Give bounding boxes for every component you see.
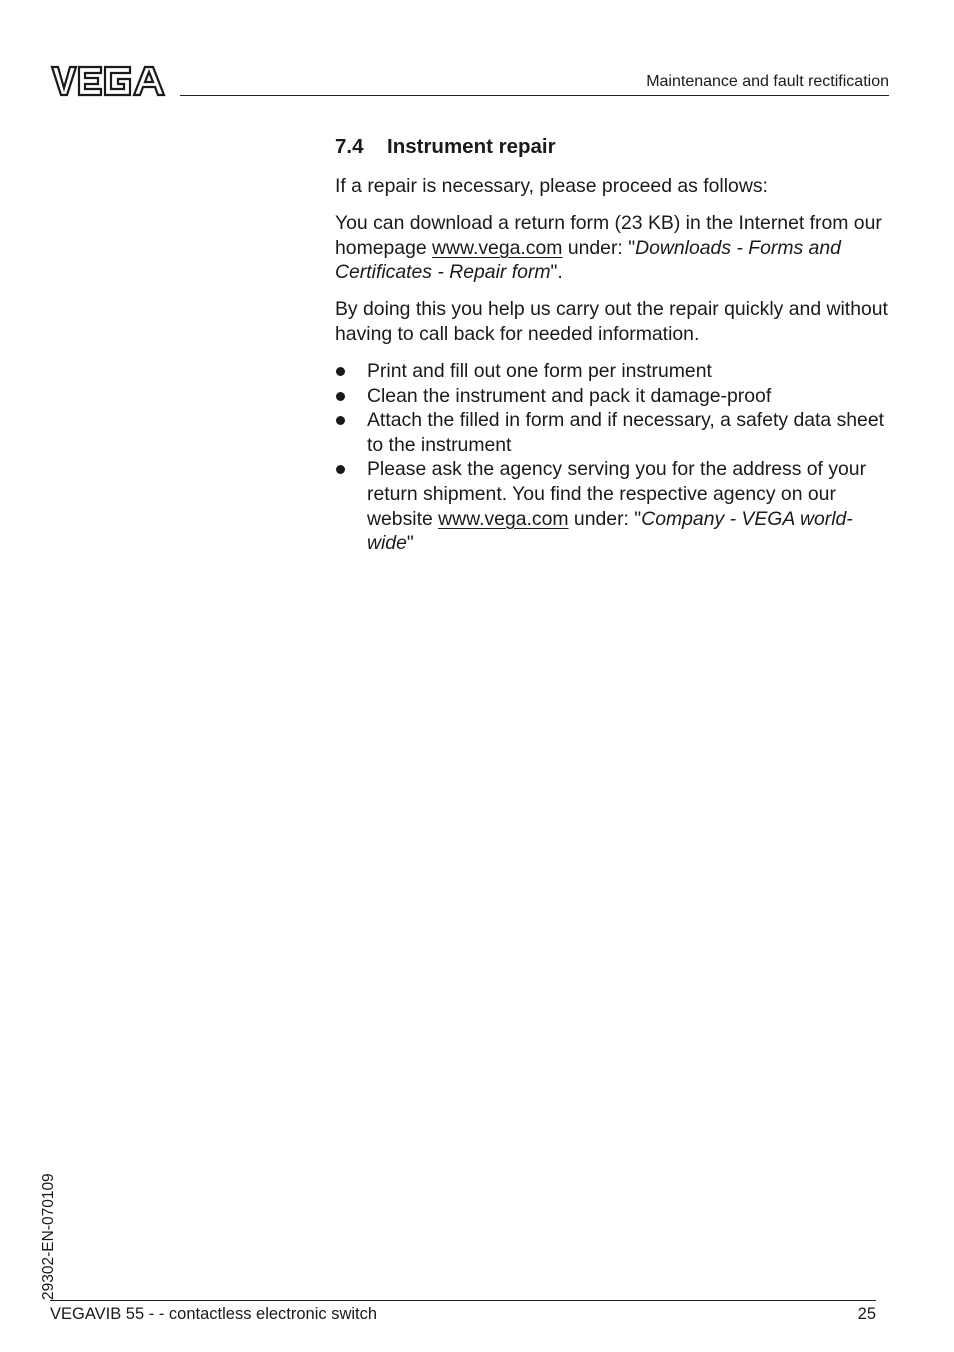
- homepage-link[interactable]: www.vega.com: [432, 236, 563, 259]
- footer-rule: [50, 1300, 876, 1301]
- repair-steps-list: [335, 359, 895, 556]
- bullet-icon: [336, 416, 345, 425]
- vega-logo: [50, 64, 168, 98]
- header-rule: [180, 95, 889, 96]
- section-number: 7.4: [335, 135, 364, 158]
- document-code: 29302-EN-070109: [40, 1173, 57, 1300]
- bullet-icon: [336, 392, 345, 401]
- list-item-text: Please ask the agency serving you for the address of your return shipment. You find the respective agency on our website: [367, 458, 867, 530]
- agency-path: Company - VEGA world-wide: [367, 507, 853, 555]
- section-heading: [335, 133, 895, 161]
- section-title: Instrument repair: [387, 135, 556, 158]
- list-item-text: Attach the filled in form and if necessary, a safety data sheet to the instrument: [367, 409, 885, 456]
- list-item: [335, 384, 895, 409]
- header-section-title: Maintenance and fault rectification: [646, 73, 889, 90]
- list-item-text-end: ": [406, 532, 414, 555]
- download-paragraph: [335, 211, 895, 285]
- footer-product: VEGAVIB 55 - - contactless electronic switch: [50, 1305, 378, 1323]
- list-item-text: Print and fill out one form per instrument: [367, 360, 712, 383]
- list-item: [335, 457, 895, 555]
- page-content: [335, 133, 895, 556]
- page-number: 25: [857, 1305, 876, 1323]
- website-link[interactable]: www.vega.com: [438, 507, 569, 530]
- list-item: [335, 408, 895, 457]
- download-text-end: ".: [550, 261, 563, 284]
- download-text-under: under: ": [562, 236, 636, 259]
- download-text: You can download a return form (23 KB) in the Internet from our homepage: [335, 212, 882, 259]
- list-item-text: Clean the instrument and pack it damage-proof: [367, 384, 772, 407]
- bullet-icon: [336, 367, 345, 376]
- list-item: [335, 359, 895, 384]
- download-path: Downloads - Forms and Certificates - Repair form: [335, 236, 841, 284]
- list-item-text-under: under: ": [568, 507, 642, 530]
- intro-paragraph: If a repair is necessary, please proceed as follows:: [335, 175, 768, 197]
- bullet-icon: [336, 465, 345, 474]
- benefit-paragraph: By doing this you help us carry out the repair quickly and without having to call back for needed information.: [335, 298, 888, 345]
